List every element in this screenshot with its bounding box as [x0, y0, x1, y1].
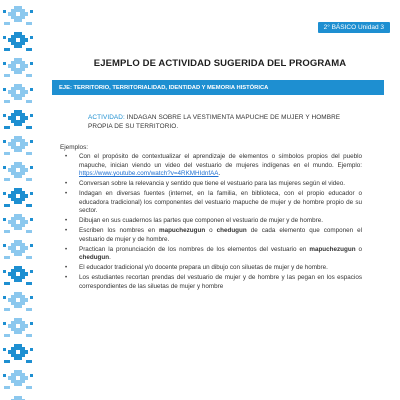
list-item-text: Indagan en diversas fuentes (internet, en la familia, en biblioteca, con el propio educador o educadora tradicional) los componentes del vestuario mapuche de mujer y de hombre propio de su sector.: [79, 190, 362, 215]
pattern-motif: [26, 178, 32, 181]
list-item: [60, 217, 362, 226]
list-item: [60, 246, 362, 263]
pattern-motif: [11, 302, 25, 305]
pattern-motif: [3, 140, 6, 143]
pattern-motif: [30, 218, 33, 221]
list-item-text: de cada elemento que componen el vestuario de mujer y de hombre.: [79, 227, 362, 243]
pattern-motif: [16, 64, 20, 68]
pattern-motif: [11, 61, 25, 64]
pattern-motif: [16, 246, 20, 250]
pattern-motif: [4, 282, 10, 285]
pattern-motif: [16, 12, 20, 16]
bullet-icon: •: [65, 228, 68, 234]
pattern-motif: [11, 113, 25, 116]
pattern-motif: [30, 140, 33, 143]
pattern-motif: [11, 146, 25, 149]
activity-heading: [88, 113, 366, 131]
list-item-text: Escriben los nombres en: [79, 227, 159, 234]
list-item-text: o: [355, 245, 362, 253]
list-item-text-end: .: [218, 170, 221, 178]
pattern-motif: [4, 178, 10, 181]
pattern-motif: [16, 376, 20, 380]
pattern-motif: [4, 386, 10, 389]
pattern-motif: [30, 296, 33, 299]
pattern-motif: [11, 295, 25, 298]
pattern-motif: [26, 360, 32, 363]
pattern-motif: [30, 36, 33, 39]
pattern-motif: [30, 10, 33, 13]
pattern-motif: [14, 110, 22, 113]
pattern-motif: [3, 270, 6, 273]
pattern-motif: [26, 22, 32, 25]
pattern-motif: [11, 198, 25, 201]
pattern-motif: [11, 42, 25, 45]
term-chedugun: chedugun: [79, 254, 110, 262]
pattern-motif: [11, 139, 25, 142]
term-mapuchezugun: mapuchezugun: [309, 245, 356, 253]
pattern-motif: [14, 97, 22, 100]
bullet-icon: •: [65, 265, 68, 271]
pattern-motif: [4, 334, 10, 337]
pattern-motif: [30, 374, 33, 377]
pattern-motif: [3, 62, 6, 65]
pattern-motif: [11, 224, 25, 227]
pattern-motif: [26, 334, 32, 337]
pattern-motif: [4, 360, 10, 363]
bullet-icon: •: [65, 181, 68, 188]
list-item: [60, 227, 362, 244]
pattern-motif: [11, 243, 25, 246]
pattern-motif: [26, 152, 32, 155]
pattern-motif: [14, 32, 22, 35]
pattern-motif: [3, 348, 6, 351]
pattern-motif: [14, 383, 22, 386]
pattern-motif: [11, 380, 25, 383]
pattern-motif: [3, 218, 6, 221]
pattern-motif: [26, 386, 32, 389]
video-link[interactable]: https://www.youtube.com/watch?v=4RKMHIdnfAA: [79, 170, 219, 178]
term-chedugun: chedugun: [216, 227, 247, 234]
pattern-motif: [4, 100, 10, 103]
pattern-motif: [4, 126, 10, 129]
examples-list: [60, 153, 362, 292]
unit-badge: 2° BÁSICO Unidad 3: [318, 22, 390, 33]
pattern-motif: [11, 250, 25, 253]
examples-label: Ejemplos:: [60, 144, 89, 151]
pattern-motif: [11, 9, 25, 12]
pattern-motif: [14, 266, 22, 269]
mapuche-pattern-icon: [0, 0, 40, 400]
pattern-motif: [14, 227, 22, 230]
pattern-motif: [3, 374, 6, 377]
pattern-motif: [4, 204, 10, 207]
bullet-icon: •: [65, 154, 68, 160]
pattern-motif: [3, 10, 6, 13]
list-item: [60, 180, 362, 189]
pattern-motif: [26, 126, 32, 129]
pattern-motif: [11, 276, 25, 279]
pattern-motif: [26, 308, 32, 311]
pattern-motif: [3, 88, 6, 91]
bullet-icon: •: [65, 274, 68, 281]
pattern-motif: [14, 214, 22, 217]
pattern-motif: [11, 94, 25, 97]
pattern-motif: [14, 253, 22, 256]
pattern-motif: [30, 348, 33, 351]
pattern-motif: [4, 308, 10, 311]
pattern-motif: [16, 168, 20, 172]
pattern-motif: [4, 152, 10, 155]
pattern-motif: [14, 58, 22, 61]
list-item: [60, 190, 362, 216]
bullet-icon: •: [65, 246, 68, 253]
pattern-motif: [3, 244, 6, 247]
pattern-motif: [16, 272, 20, 276]
pattern-motif: [14, 149, 22, 152]
pattern-motif: [30, 244, 33, 247]
pattern-motif: [11, 269, 25, 272]
pattern-motif: [30, 322, 33, 325]
axis-label: EJE: TERRITORIO, TERRITORIALIDAD, IDENTIDAD Y MEMORIA HISTÓRICA: [59, 84, 269, 91]
pattern-motif: [26, 74, 32, 77]
list-item-text: Con el propósito de contextualizar el aprendizaje de elementos o símbolos propios del pueblo mapuche, inician viendo un video del vestuario de mujeres indígenas en el mundo. Ejemplo:: [79, 153, 362, 169]
pattern-motif: [14, 6, 22, 9]
list-item-text: El educador tradicional y/o docente prepara un dibujo con siluetas de mujer y de hombre.: [79, 264, 328, 271]
pattern-motif: [11, 16, 25, 19]
list-item-text: Dibujan en sus cuadernos las partes que componen el vestuario de mujer y de hombre.: [79, 217, 323, 225]
pattern-motif: [11, 373, 25, 376]
pattern-motif: [16, 324, 20, 328]
pattern-motif: [4, 22, 10, 25]
pattern-motif: [3, 322, 6, 325]
pattern-motif: [4, 256, 10, 259]
list-item-text: Conversan sobre la relevancia y sentido que tiene el vestuario para las mujeres según el video.: [79, 180, 346, 188]
list-item: [60, 153, 362, 179]
pattern-motif: [11, 347, 25, 350]
pattern-motif: [11, 87, 25, 90]
pattern-motif: [30, 192, 33, 195]
axis-banner: [52, 80, 384, 95]
pattern-motif: [14, 162, 22, 165]
bullet-icon: •: [65, 191, 68, 197]
pattern-motif: [30, 114, 33, 117]
bullet-icon: •: [65, 218, 68, 225]
term-mapuchezugun: mapuchezugun: [158, 227, 206, 234]
pattern-motif: [14, 19, 22, 22]
pattern-motif: [16, 350, 20, 354]
pattern-motif: [14, 279, 22, 282]
pattern-motif: [14, 123, 22, 126]
pattern-motif: [14, 201, 22, 204]
pattern-motif: [11, 191, 25, 194]
activity-text: INDAGAN SOBRE LA VESTIMENTA MAPUCHE DE MUJER Y HOMBRE PROPIA DE SU TERRITORIO.: [88, 114, 341, 130]
pattern-motif: [26, 230, 32, 233]
pattern-motif: [11, 217, 25, 220]
pattern-motif: [3, 114, 6, 117]
pattern-motif: [16, 116, 20, 120]
pattern-motif: [14, 45, 22, 48]
pattern-motif: [14, 84, 22, 87]
pattern-motif: [14, 305, 22, 308]
pattern-motif: [16, 194, 20, 198]
pattern-motif: [14, 396, 22, 399]
list-item: [60, 264, 362, 273]
pattern-motif: [11, 165, 25, 168]
page-title: EJEMPLO DE ACTIVIDAD SUGERIDA DEL PROGRAMA: [93, 58, 347, 69]
pattern-motif: [11, 172, 25, 175]
pattern-motif: [26, 100, 32, 103]
pattern-motif: [30, 166, 33, 169]
pattern-motif: [14, 357, 22, 360]
list-item: [60, 274, 362, 291]
pattern-motif: [14, 292, 22, 295]
list-item-text: o: [205, 227, 217, 234]
pattern-motif: [11, 354, 25, 357]
pattern-motif: [26, 48, 32, 51]
pattern-motif: [4, 74, 10, 77]
pattern-motif: [14, 175, 22, 178]
pattern-motif: [30, 62, 33, 65]
decorative-side-pattern: [0, 0, 40, 400]
pattern-motif: [14, 188, 22, 191]
pattern-motif: [16, 142, 20, 146]
pattern-motif: [3, 36, 6, 39]
pattern-motif: [4, 230, 10, 233]
pattern-motif: [4, 48, 10, 51]
list-item-text: Practican la pronunciación de los nombres de los elementos del vestuario en: [79, 245, 310, 253]
pattern-motif: [11, 120, 25, 123]
pattern-motif: [11, 35, 25, 38]
pattern-motif: [16, 298, 20, 302]
pattern-motif: [26, 256, 32, 259]
list-item-text: Los estudiantes recortan prendas del vestuario de mujer y de hombre y las pegan en los espacios correspondientes de las siluetas de mujer y hombre: [79, 273, 362, 290]
pattern-motif: [11, 328, 25, 331]
pattern-motif: [3, 296, 6, 299]
pattern-motif: [30, 88, 33, 91]
pattern-motif: [14, 318, 22, 321]
pattern-motif: [14, 71, 22, 74]
pattern-motif: [11, 68, 25, 71]
pattern-motif: [14, 370, 22, 373]
pattern-motif: [14, 136, 22, 139]
pattern-motif: [14, 344, 22, 347]
pattern-motif: [30, 270, 33, 273]
pattern-motif: [11, 321, 25, 324]
activity-label: ACTIVIDAD:: [88, 114, 125, 121]
pattern-motif: [3, 166, 6, 169]
pattern-motif: [14, 240, 22, 243]
list-item-text: .: [109, 254, 111, 262]
pattern-motif: [26, 204, 32, 207]
pattern-motif: [16, 90, 20, 94]
pattern-motif: [16, 220, 20, 224]
pattern-motif: [16, 38, 20, 42]
pattern-motif: [14, 331, 22, 334]
pattern-motif: [26, 282, 32, 285]
pattern-motif: [3, 192, 6, 195]
